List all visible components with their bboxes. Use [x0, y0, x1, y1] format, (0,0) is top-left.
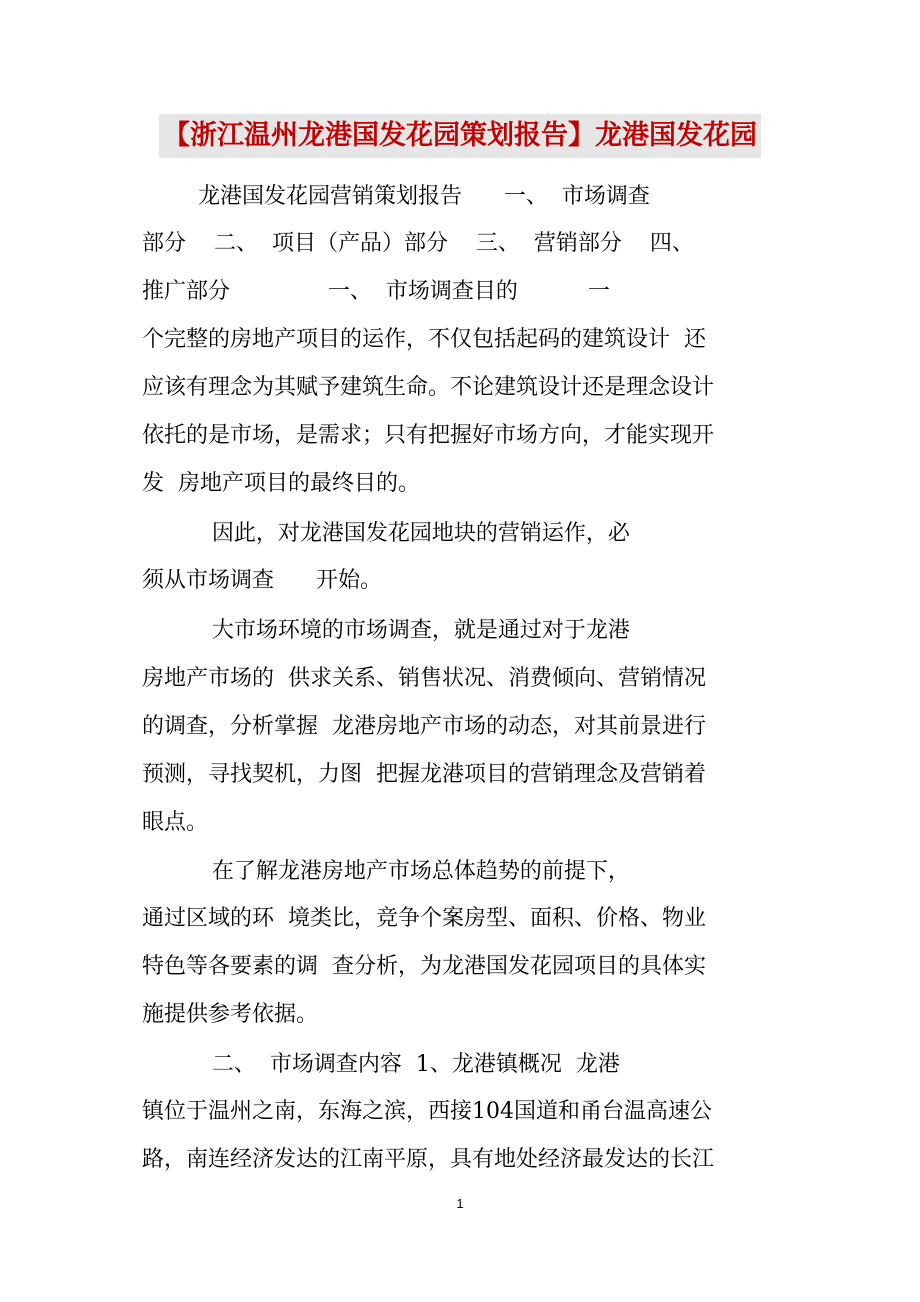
- text-line: 施提供参考依据。: [142, 1002, 319, 1027]
- text-line: 应该有理念为其赋予建筑生命。不论建筑设计还是理念设计: [142, 375, 715, 400]
- text-line: 预测，寻找契机，力图 把握龙港项目的营销理念及营销着: [142, 762, 706, 787]
- title-container: [0, 114, 920, 158]
- text-line: 部分 二、 项目（产品）部分 三、 营销部分 四、: [142, 231, 694, 256]
- text-line: 房地产市场的 供求关系、销售状况、消费倾向、营销情况: [142, 666, 706, 691]
- text-line: 路，南连经济发达的江南平原，具有地处经济最发达的长江: [142, 1147, 715, 1172]
- page-number: 1: [456, 1196, 464, 1211]
- text-line: 镇位于温州之南，东海之滨，西接104国道和甬台温高速公: [142, 1099, 712, 1124]
- text-line: 特色等各要素的调 查分析，为龙港国发花园项目的具体实: [142, 954, 706, 979]
- text-line: 推广部分 一、 市场调查目的 一: [142, 279, 610, 304]
- text-line: 个完整的房地产项目的运作，不仅包括起码的建筑设计 还: [142, 327, 706, 352]
- text-line: 眼点。: [142, 810, 209, 835]
- text-line: 因此，对龙港国发花园地块的营销运作，必: [142, 521, 630, 546]
- document-title: 【浙江温州龙港国发花园策划报告】龙港国发花园: [159, 114, 761, 158]
- text-line: 大市场环境的市场调查，就是通过对于龙港: [142, 618, 630, 643]
- text-line: 依托的是市场，是需求；只有把握好市场方向，才能实现开: [142, 423, 715, 448]
- text-line: 须从市场调查 开始。: [142, 568, 382, 593]
- text-line: 二、 市场调查内容 1、龙港镇概况 龙港: [142, 1052, 620, 1077]
- text-line: 通过区域的环 境类比，竞争个案房型、面积、价格、物业: [142, 906, 706, 931]
- text-line: 在了解龙港房地产市场总体趋势的前提下，: [142, 859, 630, 884]
- text-line: 龙港国发花园营销策划报告 一、 市场调查: [142, 184, 650, 209]
- text-line: 发 房地产项目的最终目的。: [142, 471, 420, 496]
- text-line: 的调查，分析掌握 龙港房地产市场的动态，对其前景进行: [142, 714, 706, 739]
